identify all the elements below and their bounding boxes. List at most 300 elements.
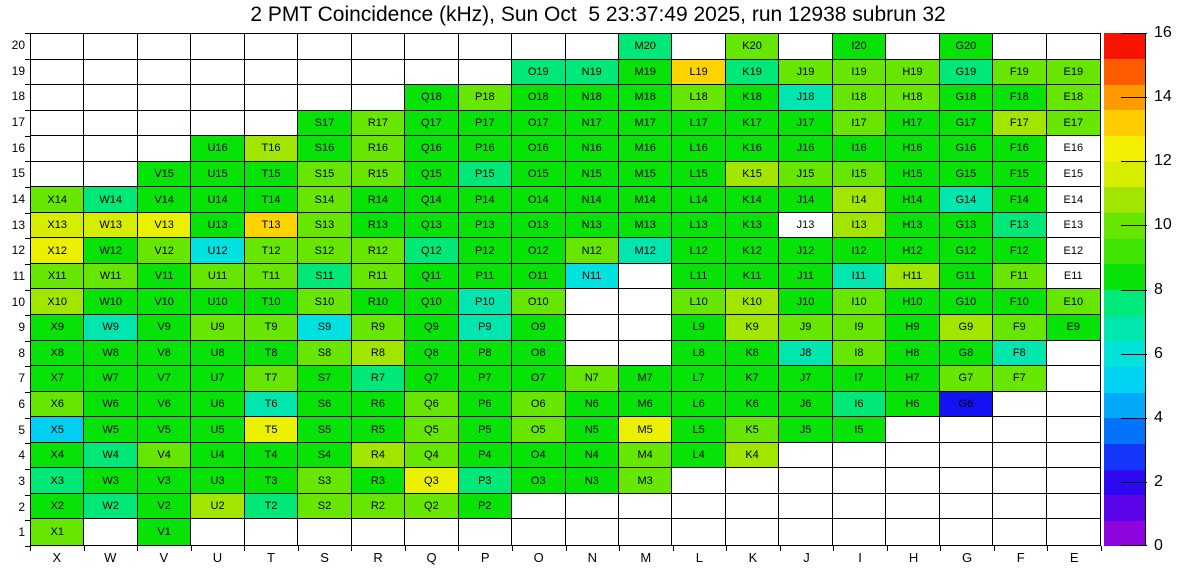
pmt-cell-V14: V14 xyxy=(138,187,191,213)
y-axis-tick xyxy=(25,290,30,291)
empty-cell xyxy=(31,111,84,137)
empty-cell xyxy=(940,417,993,443)
x-axis-label: O xyxy=(533,550,544,565)
pmt-cell-S6: S6 xyxy=(298,392,351,418)
color-band xyxy=(1104,495,1145,521)
x-axis-tick xyxy=(244,546,245,551)
pmt-cell-I15: I15 xyxy=(833,162,886,188)
color-band xyxy=(1104,366,1145,392)
pmt-cell-V15: V15 xyxy=(138,162,191,188)
empty-cell xyxy=(512,494,565,520)
empty-cell xyxy=(833,494,886,520)
pmt-cell-P12: P12 xyxy=(459,238,512,264)
y-axis-tick xyxy=(25,264,30,265)
pmt-cell-R2: R2 xyxy=(352,494,405,520)
pmt-cell-O7: O7 xyxy=(512,366,565,392)
y-axis-label: 17 xyxy=(11,114,25,129)
pmt-cell-S5: S5 xyxy=(298,417,351,443)
pmt-cell-J8: J8 xyxy=(779,341,832,367)
y-axis-tick xyxy=(25,110,30,111)
empty-cell xyxy=(619,264,672,290)
pmt-cell-S4: S4 xyxy=(298,443,351,469)
pmt-cell-L17: L17 xyxy=(672,111,725,137)
empty-cell xyxy=(245,519,298,545)
pmt-cell-H7: H7 xyxy=(886,366,939,392)
pmt-cell-I11: I11 xyxy=(833,264,886,290)
pmt-cell-R9: R9 xyxy=(352,315,405,341)
pmt-cell-K20: K20 xyxy=(726,34,779,60)
pmt-cell-S16: S16 xyxy=(298,136,351,162)
pmt-cell-U12: U12 xyxy=(191,238,244,264)
pmt-cell-Q16: Q16 xyxy=(405,136,458,162)
pmt-cell-P9: P9 xyxy=(459,315,512,341)
empty-cell xyxy=(940,468,993,494)
color-scale-tick xyxy=(1121,545,1147,546)
x-axis-tick xyxy=(994,546,995,551)
y-axis-tick xyxy=(25,84,30,85)
pmt-cell-F9: F9 xyxy=(993,315,1046,341)
empty-cell xyxy=(993,34,1046,60)
pmt-cell-L11: L11 xyxy=(672,264,725,290)
pmt-cell-L14: L14 xyxy=(672,187,725,213)
empty-cell xyxy=(1047,417,1100,443)
pmt-cell-K8: K8 xyxy=(726,341,779,367)
pmt-cell-G19: G19 xyxy=(940,60,993,86)
pmt-cell-I19: I19 xyxy=(833,60,886,86)
pmt-cell-T4: T4 xyxy=(245,443,298,469)
empty-cell xyxy=(459,34,512,60)
pmt-cell-R11: R11 xyxy=(352,264,405,290)
y-axis-tick xyxy=(25,392,30,393)
pmt-cell-S17: S17 xyxy=(298,111,351,137)
pmt-cell-G17: G17 xyxy=(940,111,993,137)
pmt-cell-W13: W13 xyxy=(84,213,137,239)
pmt-cell-O6: O6 xyxy=(512,392,565,418)
pmt-cell-P17: P17 xyxy=(459,111,512,137)
pmt-cell-W10: W10 xyxy=(84,289,137,315)
pmt-cell-W14: W14 xyxy=(84,187,137,213)
color-scale-tick-label: 8 xyxy=(1154,280,1163,298)
pmt-cell-M16: M16 xyxy=(619,136,672,162)
pmt-cell-E12: E12 xyxy=(1047,238,1100,264)
pmt-cell-S12: S12 xyxy=(298,238,351,264)
y-axis-label: 7 xyxy=(18,371,25,386)
pmt-cell-G18: G18 xyxy=(940,85,993,111)
pmt-cell-X10: X10 xyxy=(31,289,84,315)
pmt-cell-P10: P10 xyxy=(459,289,512,315)
pmt-cell-N3: N3 xyxy=(566,468,619,494)
pmt-cell-K19: K19 xyxy=(726,60,779,86)
plot-title: 2 PMT Coincidence (kHz), Sun Oct 5 23:37:49 2025, run 12938 subrun 32 xyxy=(250,3,946,26)
color-band xyxy=(1104,110,1145,136)
pmt-cell-U4: U4 xyxy=(191,443,244,469)
pmt-cell-N4: N4 xyxy=(566,443,619,469)
color-scale-tick-label: 12 xyxy=(1154,152,1172,170)
pmt-cell-E10: E10 xyxy=(1047,289,1100,315)
pmt-cell-T14: T14 xyxy=(245,187,298,213)
pmt-cell-Q8: Q8 xyxy=(405,341,458,367)
empty-cell xyxy=(940,519,993,545)
x-axis-label: M xyxy=(640,550,652,565)
y-axis-tick xyxy=(25,161,30,162)
pmt-cell-S15: S15 xyxy=(298,162,351,188)
pmt-cell-O19: O19 xyxy=(512,60,565,86)
pmt-cell-J11: J11 xyxy=(779,264,832,290)
pmt-cell-L15: L15 xyxy=(672,162,725,188)
pmt-cell-I17: I17 xyxy=(833,111,886,137)
x-axis-label: K xyxy=(748,550,758,565)
pmt-cell-L7: L7 xyxy=(672,366,725,392)
x-axis-tick xyxy=(405,546,406,551)
pmt-cell-V7: V7 xyxy=(138,366,191,392)
pmt-cell-Q9: Q9 xyxy=(405,315,458,341)
pmt-cell-Q11: Q11 xyxy=(405,264,458,290)
empty-cell xyxy=(31,162,84,188)
pmt-cell-R4: R4 xyxy=(352,443,405,469)
pmt-cell-Q10: Q10 xyxy=(405,289,458,315)
pmt-cell-Q7: Q7 xyxy=(405,366,458,392)
pmt-cell-S3: S3 xyxy=(298,468,351,494)
empty-cell xyxy=(940,443,993,469)
pmt-cell-T16: T16 xyxy=(245,136,298,162)
x-axis-tick xyxy=(191,546,192,551)
pmt-cell-O18: O18 xyxy=(512,85,565,111)
color-band xyxy=(1104,161,1145,187)
x-axis-tick xyxy=(833,546,834,551)
color-scale-tick xyxy=(1121,354,1147,355)
pmt-cell-H19: H19 xyxy=(886,60,939,86)
pmt-cell-G16: G16 xyxy=(940,136,993,162)
empty-cell xyxy=(512,34,565,60)
empty-cell xyxy=(726,494,779,520)
x-axis-label: S xyxy=(320,550,329,565)
pmt-cell-V2: V2 xyxy=(138,494,191,520)
pmt-cell-E18: E18 xyxy=(1047,85,1100,111)
x-axis-label: J xyxy=(803,550,810,565)
x-axis-tick xyxy=(512,546,513,551)
pmt-cell-J5: J5 xyxy=(779,417,832,443)
color-scale-tick-label: 6 xyxy=(1154,344,1163,362)
pmt-cell-S2: S2 xyxy=(298,494,351,520)
pmt-cell-E13: E13 xyxy=(1047,213,1100,239)
y-axis-tick xyxy=(25,315,30,316)
pmt-cell-W11: W11 xyxy=(84,264,137,290)
pmt-cell-F8: F8 xyxy=(993,341,1046,367)
pmt-cell-Q13: Q13 xyxy=(405,213,458,239)
pmt-cell-I13: I13 xyxy=(833,213,886,239)
pmt-cell-R13: R13 xyxy=(352,213,405,239)
pmt-cell-O17: O17 xyxy=(512,111,565,137)
empty-cell xyxy=(566,519,619,545)
pmt-cell-M14: M14 xyxy=(619,187,672,213)
pmt-cell-O5: O5 xyxy=(512,417,565,443)
y-axis-tick xyxy=(25,418,30,419)
pmt-cell-P4: P4 xyxy=(459,443,512,469)
pmt-cell-H16: H16 xyxy=(886,136,939,162)
pmt-cell-W6: W6 xyxy=(84,392,137,418)
pmt-cell-N13: N13 xyxy=(566,213,619,239)
pmt-cell-T8: T8 xyxy=(245,341,298,367)
pmt-cell-V8: V8 xyxy=(138,341,191,367)
pmt-cell-I12: I12 xyxy=(833,238,886,264)
pmt-cell-I10: I10 xyxy=(833,289,886,315)
pmt-cell-T5: T5 xyxy=(245,417,298,443)
pmt-cell-X12: X12 xyxy=(31,238,84,264)
color-scale-tick-label: 4 xyxy=(1154,408,1163,426)
y-axis-label: 12 xyxy=(11,243,25,258)
y-axis-label: 9 xyxy=(18,320,25,335)
pmt-cell-W2: W2 xyxy=(84,494,137,520)
pmt-cell-G13: G13 xyxy=(940,213,993,239)
color-scale-tick-label: 0 xyxy=(1154,537,1163,554)
pmt-cell-Q5: Q5 xyxy=(405,417,458,443)
empty-cell xyxy=(833,468,886,494)
y-axis-label: 1 xyxy=(18,525,25,540)
pmt-cell-K14: K14 xyxy=(726,187,779,213)
color-scale-tick xyxy=(1121,290,1147,291)
empty-cell xyxy=(886,34,939,60)
pmt-cell-R16: R16 xyxy=(352,136,405,162)
pmt-cell-E11: E11 xyxy=(1047,264,1100,290)
empty-cell xyxy=(993,494,1046,520)
empty-cell xyxy=(459,60,512,86)
empty-cell xyxy=(566,341,619,367)
empty-cell xyxy=(1047,392,1100,418)
empty-cell xyxy=(619,341,672,367)
empty-cell xyxy=(31,136,84,162)
pmt-cell-P11: P11 xyxy=(459,264,512,290)
pmt-cell-V10: V10 xyxy=(138,289,191,315)
color-band xyxy=(1104,520,1145,546)
empty-cell xyxy=(726,468,779,494)
empty-cell xyxy=(1047,366,1100,392)
pmt-cell-E15: E15 xyxy=(1047,162,1100,188)
x-axis-tick xyxy=(298,546,299,551)
pmt-cell-O15: O15 xyxy=(512,162,565,188)
empty-cell xyxy=(352,519,405,545)
y-axis-tick xyxy=(25,366,30,367)
empty-cell xyxy=(352,60,405,86)
pmt-cell-W8: W8 xyxy=(84,341,137,367)
pmt-cell-V11: V11 xyxy=(138,264,191,290)
pmt-cell-J16: J16 xyxy=(779,136,832,162)
y-axis-label: 10 xyxy=(11,294,25,309)
pmt-cell-Q4: Q4 xyxy=(405,443,458,469)
x-axis-label: I xyxy=(858,550,862,565)
pmt-cell-N11: N11 xyxy=(566,264,619,290)
pmt-cell-M13: M13 xyxy=(619,213,672,239)
pmt-cell-J12: J12 xyxy=(779,238,832,264)
pmt-cell-E17: E17 xyxy=(1047,111,1100,137)
pmt-cell-G8: G8 xyxy=(940,341,993,367)
pmt-cell-N19: N19 xyxy=(566,60,619,86)
x-axis-label: R xyxy=(373,550,383,565)
pmt-cell-O8: O8 xyxy=(512,341,565,367)
pmt-cell-N14: N14 xyxy=(566,187,619,213)
pmt-cell-L5: L5 xyxy=(672,417,725,443)
y-axis-tick xyxy=(25,341,30,342)
pmt-cell-X13: X13 xyxy=(31,213,84,239)
pmt-cell-H6: H6 xyxy=(886,392,939,418)
empty-cell xyxy=(245,60,298,86)
empty-cell xyxy=(138,60,191,86)
y-axis-label: 2 xyxy=(18,499,25,514)
pmt-cell-S9: S9 xyxy=(298,315,351,341)
pmt-cell-F17: F17 xyxy=(993,111,1046,137)
x-axis-label: G xyxy=(962,550,973,565)
empty-cell xyxy=(31,34,84,60)
empty-cell xyxy=(352,85,405,111)
pmt-cell-K10: K10 xyxy=(726,289,779,315)
color-band xyxy=(1104,264,1145,290)
pmt-cell-Q17: Q17 xyxy=(405,111,458,137)
pmt-cell-I7: I7 xyxy=(833,366,886,392)
empty-cell xyxy=(779,468,832,494)
y-axis-label: 14 xyxy=(11,191,25,206)
empty-cell xyxy=(1047,443,1100,469)
pmt-cell-X4: X4 xyxy=(31,443,84,469)
pmt-cell-J14: J14 xyxy=(779,187,832,213)
pmt-cell-S14: S14 xyxy=(298,187,351,213)
empty-cell xyxy=(191,60,244,86)
color-scale-tick-label: 16 xyxy=(1154,24,1172,41)
x-axis-label: Q xyxy=(426,550,437,565)
pmt-cell-R12: R12 xyxy=(352,238,405,264)
pmt-cell-O4: O4 xyxy=(512,443,565,469)
x-axis-tick xyxy=(1101,546,1102,551)
empty-cell xyxy=(405,519,458,545)
pmt-cell-P7: P7 xyxy=(459,366,512,392)
empty-cell xyxy=(84,519,137,545)
pmt-cell-U14: U14 xyxy=(191,187,244,213)
empty-cell xyxy=(138,136,191,162)
pmt-cell-L6: L6 xyxy=(672,392,725,418)
empty-cell xyxy=(245,34,298,60)
y-axis-label: 6 xyxy=(18,397,25,412)
x-axis-label: P xyxy=(480,550,490,565)
color-band xyxy=(1104,33,1145,59)
pmt-cell-X2: X2 xyxy=(31,494,84,520)
empty-cell xyxy=(459,519,512,545)
pmt-cell-P5: P5 xyxy=(459,417,512,443)
color-scale-tick xyxy=(1121,418,1147,419)
x-axis-label: V xyxy=(159,550,169,565)
x-axis-tick xyxy=(137,546,138,551)
pmt-cell-G20: G20 xyxy=(940,34,993,60)
pmt-cell-F14: F14 xyxy=(993,187,1046,213)
pmt-cell-K9: K9 xyxy=(726,315,779,341)
pmt-cell-U10: U10 xyxy=(191,289,244,315)
pmt-cell-J17: J17 xyxy=(779,111,832,137)
pmt-cell-X8: X8 xyxy=(31,341,84,367)
pmt-cell-K11: K11 xyxy=(726,264,779,290)
pmt-cell-R7: R7 xyxy=(352,366,405,392)
pmt-cell-Q15: Q15 xyxy=(405,162,458,188)
y-axis-tick xyxy=(25,33,30,34)
pmt-cell-T10: T10 xyxy=(245,289,298,315)
pmt-cell-H15: H15 xyxy=(886,162,939,188)
pmt-cell-L18: L18 xyxy=(672,85,725,111)
pmt-cell-V13: V13 xyxy=(138,213,191,239)
pmt-cell-K16: K16 xyxy=(726,136,779,162)
pmt-cell-R3: R3 xyxy=(352,468,405,494)
color-scale-tick-label: 2 xyxy=(1154,472,1163,490)
pmt-cell-V12: V12 xyxy=(138,238,191,264)
empty-cell xyxy=(619,289,672,315)
empty-cell xyxy=(1047,34,1100,60)
y-axis-tick xyxy=(25,520,30,521)
color-band xyxy=(1104,315,1145,341)
pmt-cell-S13: S13 xyxy=(298,213,351,239)
empty-cell xyxy=(138,34,191,60)
color-scale-tick xyxy=(1121,97,1147,98)
pmt-cell-I5: I5 xyxy=(833,417,886,443)
empty-cell xyxy=(886,494,939,520)
y-axis-label: 8 xyxy=(18,345,25,360)
pmt-cell-G14: G14 xyxy=(940,187,993,213)
pmt-cell-U16: U16 xyxy=(191,136,244,162)
pmt-cell-I6: I6 xyxy=(833,392,886,418)
pmt-cell-P18: P18 xyxy=(459,85,512,111)
empty-cell xyxy=(886,417,939,443)
empty-cell xyxy=(1047,519,1100,545)
empty-cell xyxy=(191,34,244,60)
y-axis-label: 19 xyxy=(11,63,25,78)
empty-cell xyxy=(84,162,137,188)
pmt-cell-P14: P14 xyxy=(459,187,512,213)
pmt-cell-M20: M20 xyxy=(619,34,672,60)
color-band xyxy=(1104,238,1145,264)
y-axis-tick xyxy=(25,187,30,188)
pmt-cell-H17: H17 xyxy=(886,111,939,137)
pmt-cell-U5: U5 xyxy=(191,417,244,443)
empty-cell xyxy=(298,85,351,111)
x-axis-tick xyxy=(84,546,85,551)
pmt-cell-G12: G12 xyxy=(940,238,993,264)
color-scale-tick-label: 10 xyxy=(1154,216,1172,234)
pmt-cell-K5: K5 xyxy=(726,417,779,443)
empty-cell xyxy=(779,34,832,60)
pmt-cell-E16: E16 xyxy=(1047,136,1100,162)
pmt-cell-V3: V3 xyxy=(138,468,191,494)
y-axis-tick xyxy=(25,238,30,239)
pmt-cell-W4: W4 xyxy=(84,443,137,469)
pmt-cell-U11: U11 xyxy=(191,264,244,290)
pmt-cell-K4: K4 xyxy=(726,443,779,469)
empty-cell xyxy=(779,519,832,545)
pmt-cell-I18: I18 xyxy=(833,85,886,111)
pmt-cell-F7: F7 xyxy=(993,366,1046,392)
pmt-cell-O13: O13 xyxy=(512,213,565,239)
x-axis-label: E xyxy=(1069,550,1079,565)
pmt-cell-V6: V6 xyxy=(138,392,191,418)
pmt-cell-J15: J15 xyxy=(779,162,832,188)
color-scale-tick xyxy=(1121,482,1147,483)
x-axis-tick xyxy=(1047,546,1048,551)
x-axis-tick xyxy=(780,546,781,551)
pmt-cell-H14: H14 xyxy=(886,187,939,213)
pmt-cell-N5: N5 xyxy=(566,417,619,443)
pmt-cell-N7: N7 xyxy=(566,366,619,392)
pmt-cell-F10: F10 xyxy=(993,289,1046,315)
pmt-cell-P2: P2 xyxy=(459,494,512,520)
pmt-cell-K12: K12 xyxy=(726,238,779,264)
pmt-cell-U2: U2 xyxy=(191,494,244,520)
pmt-cell-X5: X5 xyxy=(31,417,84,443)
empty-cell xyxy=(405,34,458,60)
empty-cell xyxy=(191,519,244,545)
empty-cell xyxy=(993,417,1046,443)
